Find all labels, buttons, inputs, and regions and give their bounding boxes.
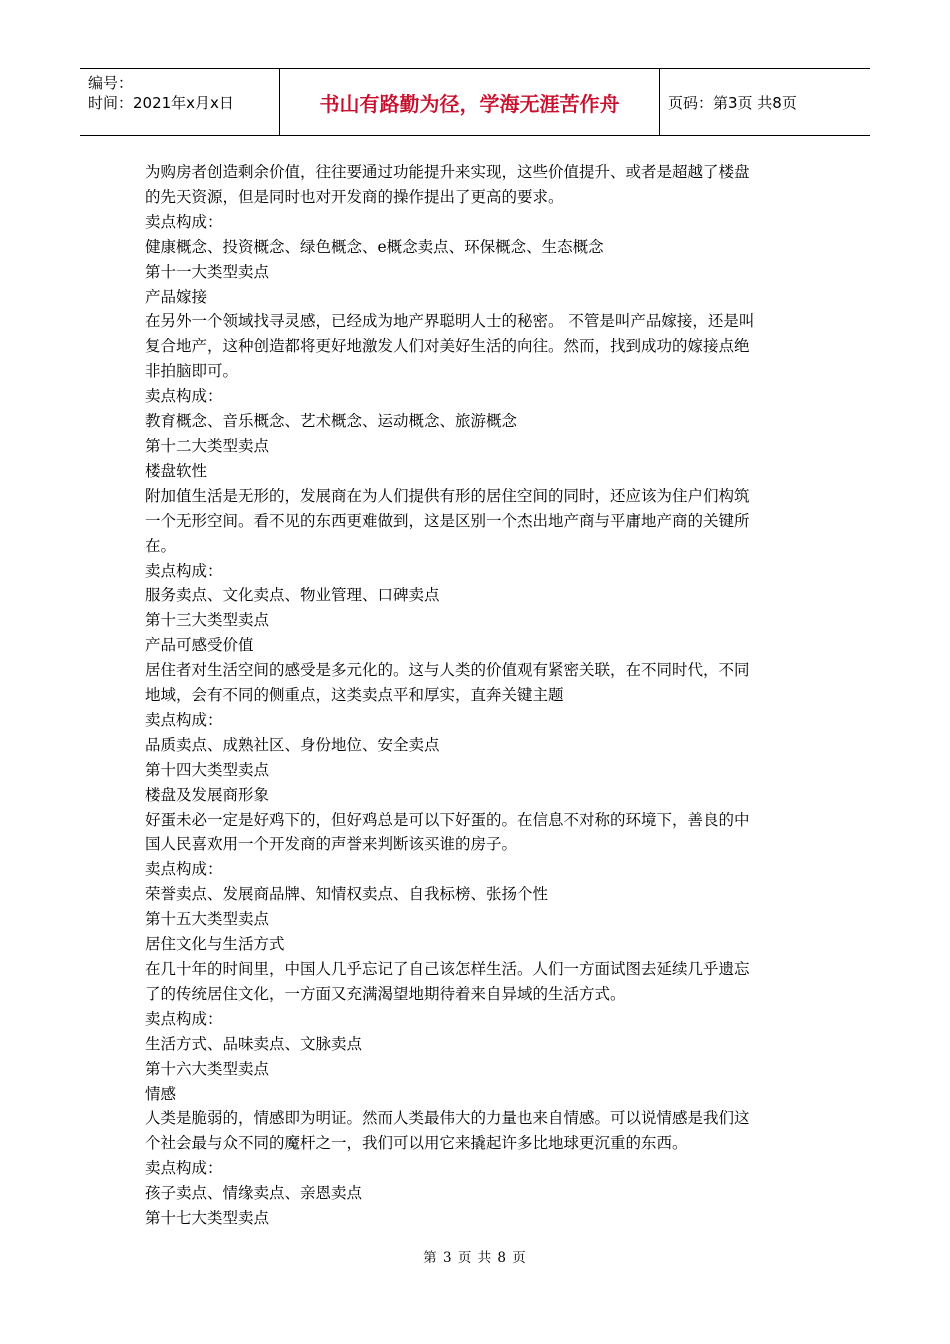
document-number-label: 编号：	[88, 74, 134, 92]
text-line: 非拍脑即可。	[145, 362, 239, 381]
page-footer: 第 3 页 共 8 页	[423, 1250, 527, 1266]
text-line: 好蛋未必一定是好鸡下的，但好鸡总是可以下好蛋的。在信息不对称的环境下，善良的中	[145, 810, 750, 829]
text-line: 产品可感受价值	[145, 636, 254, 655]
text-line: 第十六大类型卖点	[145, 1059, 270, 1078]
text-line: 附加值生活是无形的，发展商在为人们提供有形的居住空间的同时，还应该为住户们构筑	[145, 486, 750, 505]
text-line: 为购房者创造剩余价值，往往要通过功能提升来实现，这些价值提升、或者是超越了楼盘	[145, 163, 750, 181]
text-line: 楼盘软性	[145, 461, 208, 480]
text-line: 地域，会有不同的侧重点，这类卖点平和厚实，直奔关键主题	[145, 686, 564, 705]
text-line: 第十四大类型卖点	[145, 760, 270, 779]
text-line: 卖点构成：	[145, 387, 223, 406]
text-line: 复合地产，这种创造都将更好地激发人们对美好生活的向往。然而，找到成功的嫁接点绝	[145, 337, 750, 356]
text-line: 第十七大类型卖点	[145, 1209, 270, 1228]
text-line: 第十一大类型卖点	[145, 262, 270, 281]
text-line: 在另外一个领域找寻灵感，已经成为地产界聪明人士的秘密。 不管是叫产品嫁接，还是叫	[145, 312, 755, 331]
text-line: 个社会最与众不同的魔杆之一，我们可以用它来撬起许多比地球更沉重的东西。	[145, 1134, 688, 1153]
text-line: 卖点构成：	[145, 1159, 223, 1178]
header-page-info: 页码：第3页 共8页	[668, 93, 797, 112]
text-line: 第十二大类型卖点	[145, 436, 270, 455]
text-line: 在几十年的时间里，中国人几乎忘记了自己该怎样生活。人们一方面试图去延续几乎遗忘	[145, 960, 750, 978]
text-line: 第十三大类型卖点	[145, 611, 270, 630]
text-line: 的先天资源，但是同时也对开发商的操作提出了更高的要求。	[145, 187, 564, 206]
text-line: 服务卖点、文化卖点、物业管理、口碑卖点	[145, 586, 440, 605]
text-line: 生活方式、品味卖点、文脉卖点	[145, 1034, 363, 1053]
text-line: 在。	[145, 536, 177, 555]
text-line: 居住者对生活空间的感受是多元化的。这与人类的价值观有紧密关联，在不同时代，不同	[145, 661, 750, 680]
text-line: 情感	[145, 1084, 177, 1103]
text-line: 卖点构成：	[145, 212, 223, 231]
text-line: 国人民喜欢用一个开发商的声誉来判断该买谁的房子。	[145, 835, 518, 854]
text-line: 第十五大类型卖点	[145, 910, 270, 929]
text-line: 教育概念、音乐概念、艺术概念、运动概念、旅游概念	[145, 412, 518, 431]
header-meta	[80, 69, 280, 135]
text-line: 卖点构成：	[145, 710, 223, 729]
text-line: 卖点构成：	[145, 561, 223, 580]
document-date: 时间：2021年x月x日	[88, 94, 234, 112]
document-body	[145, 160, 810, 1231]
text-line: 孩子卖点、情缘卖点、亲恩卖点	[145, 1184, 363, 1203]
header-motto: 书山有路勤为径，学海无涯苦作舟	[280, 69, 660, 135]
text-line: 产品嫁接	[145, 287, 208, 306]
page-header	[80, 68, 870, 136]
text-line: 卖点构成：	[145, 1009, 223, 1028]
text-line: 人类是脆弱的，情感即为明证。然而人类最伟大的力量也来自情感。可以说情感是我们这	[145, 1109, 750, 1128]
text-line: 楼盘及发展商形象	[145, 785, 270, 804]
text-line: 了的传统居住文化，一方面又充满渴望地期待着来自异域的生活方式。	[145, 984, 626, 1003]
text-line: 品质卖点、成熟社区、身份地位、安全卖点	[145, 735, 440, 754]
text-line: 卖点构成：	[145, 860, 223, 879]
text-line: 一个无形空间。看不见的东西更难做到，这是区别一个杰出地产商与平庸地产商的关键所	[145, 511, 750, 530]
text-line: 健康概念、投资概念、绿色概念、e概念卖点、环保概念、生态概念	[145, 237, 604, 256]
text-line: 居住文化与生活方式	[145, 935, 285, 954]
text-line: 荣誉卖点、发展商品牌、知情权卖点、自我标榜、张扬个性	[145, 885, 549, 904]
